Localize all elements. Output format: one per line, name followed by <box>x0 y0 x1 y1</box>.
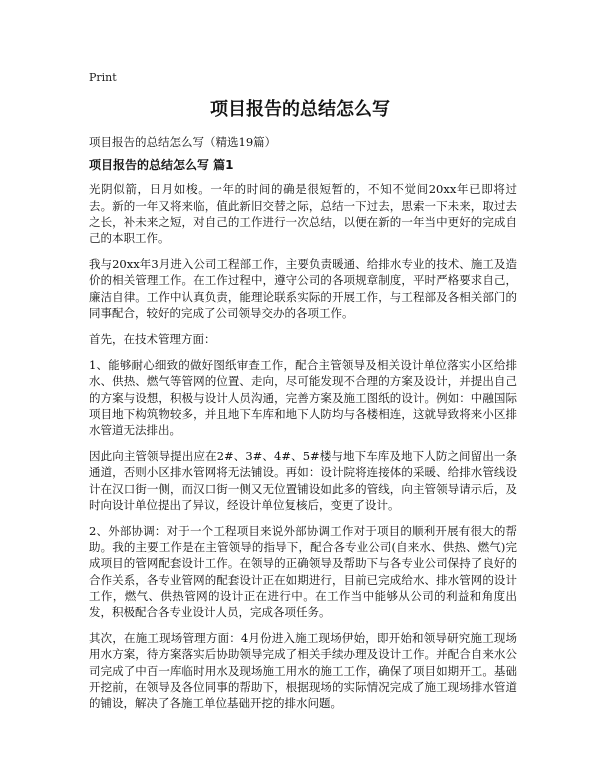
paragraph-site-management: 其次，在施工现场管理方面：4月份进入施工现场伊始，即开始和领导研究施工现场用水方案，待方案落实后协助领导完成了相关手续办理及设计工作。并配合自来水公司完成了中百一库临时用水及现场施工用水的施工工作，确保了项目如期开工。基础开挖前，在领导及各位同事的帮助下，根据现场的实际情况完成了施工现场排水管道的铺设，解决了各施工单位基础开挖的排水问题。 <box>89 631 517 711</box>
paragraph-design-change: 因此向主管领导提出应在2#、3#、4#、5#楼与地下车库及地下人防之间留出一条通道，否则小区排水管网将无法铺设。再如：设计院将连接体的采暖、给排水管线设计在汉口街一侧，而汉口街一侧又无位置铺设如此多的管线，向主管领导请示后，及时向设计单位提出了异议，经设计单位复核后，变更了设计。 <box>89 449 517 512</box>
paragraph-technical-heading: 首先，在技术管理方面： <box>89 332 216 347</box>
paragraph-intro: 光阴似箭，日月如梭。一年的时间的确是很短暂的，不知不觉间20xx年已即将过去。新的一年又将来临，值此新旧交替之际，总结一下过去，思索一下未来，取过去之长，补未来之短，对自己的工作进行一次总结，以便在新的一年当中更好的完成自己的本职工作。 <box>89 182 517 246</box>
document-title: 项目报告的总结怎么写 <box>210 99 390 120</box>
section-heading: 项目报告的总结怎么写 篇1 <box>89 158 234 173</box>
document-subtitle: 项目报告的总结怎么写（精选19篇） <box>89 135 277 149</box>
print-label[interactable]: Print <box>89 71 117 84</box>
paragraph-external-coordination: 2、外部协调：对于一个工程项目来说外部协调工作对于项目的顺利开展有很大的帮助。我的主要工作是在主管领导的指导下，配合各专业公司(自来水、供热、燃气)完成项目的管网配套设计工作。在领导的正确领导及帮助下与各专业公司保持了良好的合作关系，各专业管网的配套设计正在如期进行，目前已完成给水、排水管网的设计工作，燃气、供热管网的设计正在进行中。在工作当中能够从公司的利益和角度出发，积极配合各专业设计人员，完成各项任务。 <box>89 524 517 620</box>
paragraph-drawing-review: 1、能够耐心细致的做好图纸审查工作，配合主管领导及相关设计单位落实小区给排水、供热、燃气等管网的位置、走向，尽可能发现不合理的方案及设计，并提出自己的方案与设想，积极与设计人员沟通，完善方案及施工图纸的设计。例如：中融国际项目地下构筑物较多，并且地下车库和地下人防均与各楼相连，这就导致将来小区排水管道无法排出。 <box>89 358 517 438</box>
document-body <box>89 134 517 721</box>
paragraph-job-description: 我与20xx年3月进入公司工程部工作，主要负责暖通、给排水专业的技术、施工及造价的相关管理工作。在工作过程中，遵守公司的各项规章制度，平时严格要求自己，廉洁自律。工作中认真负责，能理论联系实际的开展工作，与工程部及各相关部门的同事配合，较好的完成了公司领导交办的各项工作。 <box>89 257 517 320</box>
